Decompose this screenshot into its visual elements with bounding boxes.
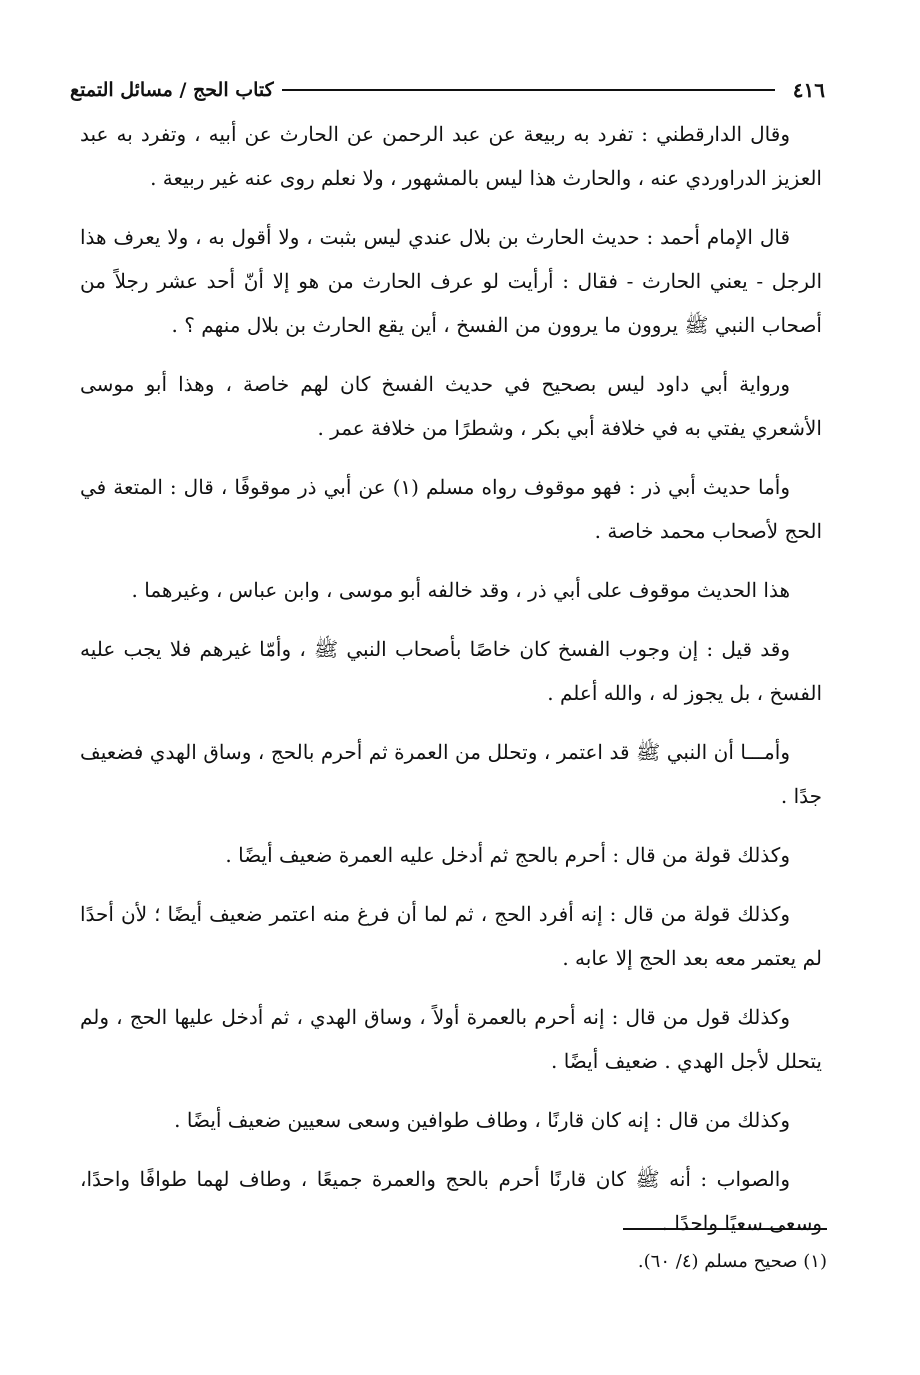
paragraph: وأما حديث أبي ذر : فهو موقوف رواه مسلم (١) عن أبي ذر موقوفًا ، قال : المتعة في الحج لأصحاب محمد خاصة . — [80, 475, 822, 543]
paragraph: وقد قيل : إن وجوب الفسخ كان خاصًا بأصحاب النبي ﷺ ، وأمّا غيرهم فلا يجب عليه الفسخ ، بل يجوز له ، والله أعلم . — [80, 637, 822, 705]
paragraph: والصواب : أنه ﷺ كان قارنًا أحرم بالحج والعمرة جميعًا ، وطاف لهما طوافًا واحدًا، وسعى سعيًا واحدًا . — [80, 1167, 822, 1235]
footnote-separator — [623, 1228, 827, 1230]
paragraph: قال الإمام أحمد : حديث الحارث بن بلال عندي ليس بثبت ، ولا أقول به ، ولا يعرف هذا الرجل - يعني الحارث - فقال : أرأيت لو عرف الحارث من هو إلا أنّ أحد عشر رجلاً من أصحاب النبي ﷺ يروون ما يروون من الفسخ ، أين يقع الحارث بن بلال منهم ؟ . — [80, 225, 822, 337]
running-title: كتاب الحج / مسائل التمتع — [70, 79, 274, 101]
paragraph: وكذلك قول من قال : إنه أحرم بالعمرة أولاً ، وساق الهدي ، ثم أدخل عليها الحج ، ولم يتحلل لأجل الهدي . ضعيف أيضًا . — [80, 1005, 822, 1073]
header-rule — [282, 89, 775, 91]
paragraph: وكذلك من قال : إنه كان قارنًا ، وطاف طوافين وسعى سعيين ضعيف أيضًا . — [174, 1108, 790, 1132]
main-text — [80, 112, 822, 1245]
paragraph: وأمـــا أن النبي ﷺ قد اعتمر ، وتحلل من العمرة ثم أحرم بالحج ، وساق الهدي فضعيف جدًا . — [80, 740, 822, 808]
footnote: (١) صحيح مسلم (٤/ ٦٠). — [637, 1251, 827, 1272]
page-number: ٤١٦ — [792, 78, 825, 102]
paragraph: وقال الدارقطني : تفرد به ربيعة عن عبد الرحمن عن الحارث عن أبيه ، وتفرد به عبد العزيز الدراوردي عنه ، والحارث هذا ليس بالمشهور ، ولا نعلم روى عنه غير ربيعة . — [80, 122, 822, 190]
paragraph: وكذلك قولة من قال : أحرم بالحج ثم أدخل عليه العمرة ضعيف أيضًا . — [225, 843, 790, 867]
page-header — [70, 70, 825, 110]
paragraph: وكذلك قولة من قال : إنه أفرد الحج ، ثم لما أن فرغ منه اعتمر ضعيف أيضًا ؛ لأن أحدًا لم يعتمر معه بعد الحج إلا عابه . — [80, 902, 822, 970]
paragraph: هذا الحديث موقوف على أبي ذر ، وقد خالفه أبو موسى ، وابن عباس ، وغيرهما . — [131, 578, 790, 602]
paragraph: ورواية أبي داود ليس بصحيح في حديث الفسخ كان لهم خاصة ، وهذا أبو موسى الأشعري يفتي به في خلافة أبي بكر ، وشطرًا من خلافة عمر . — [80, 372, 822, 440]
